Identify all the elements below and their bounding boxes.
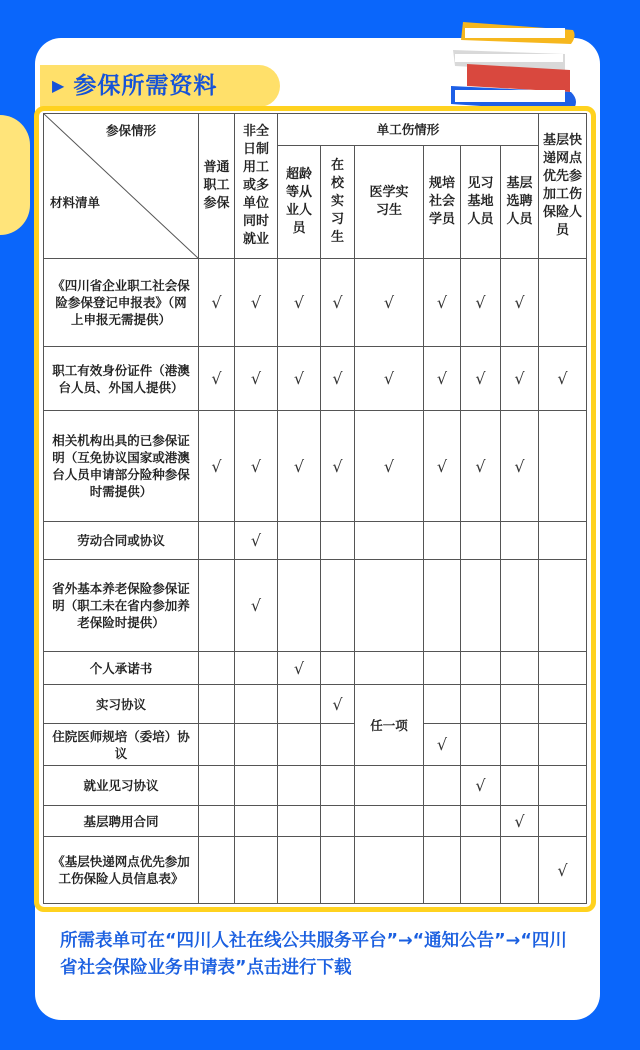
empty-cell <box>355 652 424 685</box>
material-label: 个人承诺书 <box>44 652 199 685</box>
table-row <box>44 347 587 411</box>
empty-cell <box>199 652 235 685</box>
empty-cell <box>461 806 501 837</box>
empty-cell <box>235 837 278 904</box>
download-note: 所需表单可在“四川人社在线公共服务平台”→“通知公告”→“四川省社会保险业务申请表”点击进行下载 <box>60 931 567 978</box>
empty-cell <box>235 806 278 837</box>
empty-cell <box>321 724 355 766</box>
empty-cell <box>424 560 461 652</box>
empty-cell <box>461 522 501 560</box>
table-row <box>44 652 587 685</box>
section-title <box>40 65 280 107</box>
empty-cell <box>321 652 355 685</box>
empty-cell <box>199 837 235 904</box>
empty-cell <box>355 766 424 806</box>
material-label: 相关机构出具的已参保证明（互免协议国家或港澳台人员申请部分险种参保时需提供） <box>44 411 199 522</box>
materials-table <box>43 113 587 904</box>
material-label: 省外基本养老保险参保证明（职工未在省内参加养老保险时提供） <box>44 560 199 652</box>
empty-cell <box>278 766 321 806</box>
corner-top-label: 参保情形 <box>106 123 157 138</box>
check-mark-icon: √ <box>355 411 424 522</box>
empty-cell <box>539 522 587 560</box>
play-triangle-icon: ▶ <box>52 76 66 95</box>
table-row <box>44 560 587 652</box>
check-mark-icon: √ <box>501 806 539 837</box>
check-mark-icon: √ <box>461 347 501 411</box>
check-mark-icon: √ <box>355 347 424 411</box>
material-label: 实习协议 <box>44 685 199 724</box>
empty-cell <box>355 806 424 837</box>
check-mark-icon: √ <box>278 652 321 685</box>
table-row <box>44 685 587 724</box>
empty-cell <box>278 522 321 560</box>
table-row <box>44 766 587 806</box>
empty-cell <box>424 766 461 806</box>
empty-cell <box>501 837 539 904</box>
table-row <box>44 522 587 560</box>
empty-cell <box>199 766 235 806</box>
check-mark-icon: √ <box>539 347 587 411</box>
check-mark-icon: √ <box>235 411 278 522</box>
empty-cell <box>539 652 587 685</box>
check-mark-icon: √ <box>355 259 424 347</box>
check-mark-icon: √ <box>461 411 501 522</box>
empty-cell <box>424 685 461 724</box>
table-row <box>44 724 587 766</box>
empty-cell <box>461 685 501 724</box>
check-mark-icon: √ <box>501 259 539 347</box>
empty-cell <box>461 560 501 652</box>
empty-cell <box>278 806 321 837</box>
check-mark-icon: √ <box>235 259 278 347</box>
col-header: 非全日制用工或多单位同时就业 <box>235 114 278 259</box>
section-title-text: 参保所需资料 <box>73 73 218 99</box>
empty-cell <box>199 560 235 652</box>
empty-cell <box>235 766 278 806</box>
table-row <box>44 837 587 904</box>
empty-cell <box>235 724 278 766</box>
col-header: 超龄等从业人员 <box>278 146 321 259</box>
empty-cell <box>278 724 321 766</box>
empty-cell <box>501 522 539 560</box>
empty-cell <box>235 685 278 724</box>
empty-cell <box>539 685 587 724</box>
col-header: 医学实习生 <box>355 146 424 259</box>
col-header: 在校实习生 <box>321 146 355 259</box>
check-mark-icon: √ <box>424 724 461 766</box>
corner-header-cell <box>44 114 199 259</box>
empty-cell <box>501 685 539 724</box>
empty-cell <box>501 766 539 806</box>
materials-table-frame <box>34 106 596 912</box>
empty-cell <box>278 837 321 904</box>
empty-cell <box>424 522 461 560</box>
material-label: 《基层快递网点优先参加工伤保险人员信息表》 <box>44 837 199 904</box>
empty-cell <box>199 806 235 837</box>
corner-bottom-label: 材料清单 <box>50 195 101 210</box>
empty-cell <box>355 560 424 652</box>
check-mark-icon: √ <box>321 685 355 724</box>
check-mark-icon: √ <box>235 347 278 411</box>
col-header: 基层快递网点优先参加工伤保险人员 <box>539 114 587 259</box>
check-mark-icon: √ <box>199 347 235 411</box>
check-mark-icon: √ <box>461 766 501 806</box>
empty-cell <box>424 806 461 837</box>
material-label: 职工有效身份证件（港澳台人员、外国人提供） <box>44 347 199 411</box>
col-header: 普通职工参保 <box>199 114 235 259</box>
empty-cell <box>321 837 355 904</box>
empty-cell <box>199 724 235 766</box>
check-mark-icon: √ <box>424 347 461 411</box>
empty-cell <box>539 560 587 652</box>
empty-cell <box>424 652 461 685</box>
empty-cell <box>199 685 235 724</box>
col-header: 见习基地人员 <box>461 146 501 259</box>
decorative-blob <box>0 115 30 235</box>
check-mark-icon: √ <box>539 837 587 904</box>
empty-cell <box>321 806 355 837</box>
col-header: 规培社会学员 <box>424 146 461 259</box>
empty-cell <box>321 766 355 806</box>
check-mark-icon: √ <box>424 411 461 522</box>
empty-cell <box>278 685 321 724</box>
check-mark-icon: √ <box>199 411 235 522</box>
material-label: 就业见习协议 <box>44 766 199 806</box>
group-header: 单工伤情形 <box>278 114 539 146</box>
books-illustration-icon <box>445 14 585 114</box>
material-label: 劳动合同或协议 <box>44 522 199 560</box>
empty-cell <box>539 806 587 837</box>
empty-cell <box>199 522 235 560</box>
empty-cell <box>461 837 501 904</box>
check-mark-icon: √ <box>235 560 278 652</box>
check-mark-icon: √ <box>278 411 321 522</box>
table-row <box>44 259 587 347</box>
empty-cell <box>539 766 587 806</box>
empty-cell <box>321 522 355 560</box>
check-mark-icon: √ <box>321 411 355 522</box>
empty-cell <box>501 560 539 652</box>
check-mark-icon: √ <box>199 259 235 347</box>
empty-cell <box>539 259 587 347</box>
check-mark-icon: √ <box>278 259 321 347</box>
empty-cell <box>461 724 501 766</box>
check-mark-icon: √ <box>501 347 539 411</box>
empty-cell <box>321 560 355 652</box>
material-label: 《四川省企业职工社会保险参保登记申报表》（网上申报无需提供） <box>44 259 199 347</box>
empty-cell <box>235 652 278 685</box>
table-row <box>44 411 587 522</box>
empty-cell <box>461 652 501 685</box>
table-row <box>44 806 587 837</box>
check-mark-icon: √ <box>321 259 355 347</box>
empty-cell <box>278 560 321 652</box>
check-mark-icon: √ <box>235 522 278 560</box>
empty-cell <box>501 652 539 685</box>
col-header: 基层选聘人员 <box>501 146 539 259</box>
empty-cell <box>424 837 461 904</box>
empty-cell <box>355 837 424 904</box>
check-mark-icon: √ <box>321 347 355 411</box>
empty-cell <box>539 724 587 766</box>
note-cell: 任一项 <box>355 685 424 766</box>
check-mark-icon: √ <box>278 347 321 411</box>
material-label: 住院医师规培（委培）协议 <box>44 724 199 766</box>
material-label: 基层聘用合同 <box>44 806 199 837</box>
check-mark-icon: √ <box>461 259 501 347</box>
empty-cell <box>355 522 424 560</box>
empty-cell <box>539 411 587 522</box>
empty-cell <box>501 724 539 766</box>
check-mark-icon: √ <box>424 259 461 347</box>
check-mark-icon: √ <box>501 411 539 522</box>
